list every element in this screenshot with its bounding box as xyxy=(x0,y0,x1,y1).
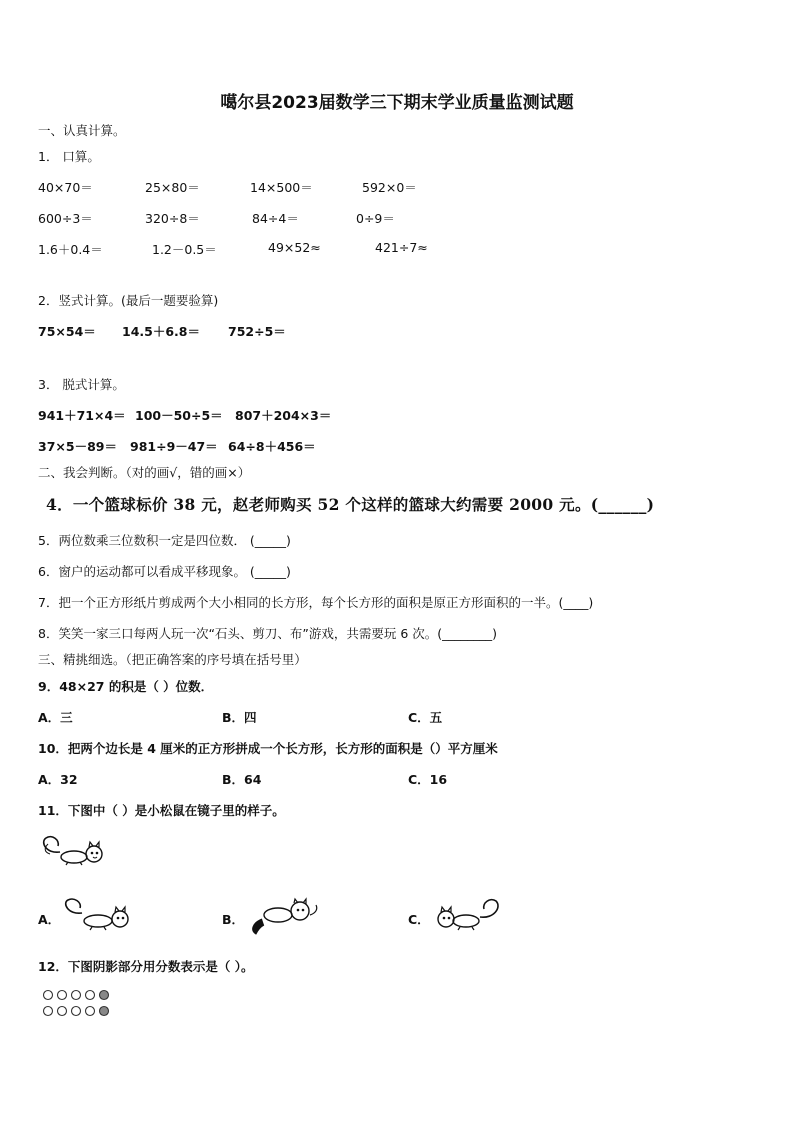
section-heading-3: 三、精挑细选。（把正确答案的序号填在括号里） xyxy=(38,652,307,667)
squirrel-reference-figure xyxy=(38,832,112,870)
squirrel-option-c-figure[interactable] xyxy=(432,895,506,935)
step-calc-item: 981÷9－47＝ xyxy=(130,439,218,454)
vertical-calc-item: 75×54＝ xyxy=(38,324,96,339)
step-calc-item: 941＋71×4＝ xyxy=(38,408,126,423)
option-a: A．32 xyxy=(38,772,78,787)
squirrel-option-a-figure[interactable] xyxy=(60,897,134,935)
option-b: B．64 xyxy=(222,772,262,787)
question-5: 5．两位数乘三位数积一定是四位数． (_____) xyxy=(38,533,291,548)
question-4: 4．一个篮球标价 38 元，赵老师购买 52 个这样的篮球大约需要 2000 元。(______) xyxy=(46,495,655,514)
oral-calc-item: 421÷7≈ xyxy=(375,240,428,255)
question-12: 12．下图阴影部分用分数表示是（ ）。 xyxy=(38,959,254,974)
oral-calc-item: 592×0＝ xyxy=(362,180,417,195)
option-b: B．四 xyxy=(222,710,257,725)
page-title: 噶尔县2023届数学三下期末学业质量监测试题 xyxy=(220,93,574,113)
question-9: 9．48×27 的积是（ ）位数． xyxy=(38,679,214,694)
oral-calc-item: 1.6＋0.4＝ xyxy=(38,242,103,257)
step-calc-item: 100－50÷5＝ xyxy=(135,408,223,423)
step-calc-item: 807＋204×3＝ xyxy=(235,408,332,423)
fraction-circles-figure xyxy=(42,988,114,1020)
question-7: 7．把一个正方形纸片剪成两个大小相同的长方形，每个长方形的面积是原正方形面积的一半。(____) xyxy=(38,595,594,610)
oral-calc-item: 1.2－0.5＝ xyxy=(152,242,217,257)
vertical-calc-item: 752÷5＝ xyxy=(228,324,286,339)
question-11: 11．下图中（ ）是小松鼠在镜子里的样子。 xyxy=(38,803,285,818)
shaded-circle xyxy=(100,991,109,1000)
circle-row-top xyxy=(44,991,95,1000)
oral-calc-item: 49×52≈ xyxy=(268,240,321,255)
question-2-label: 2．竖式计算。(最后一题要验算) xyxy=(38,293,219,308)
oral-calc-item: 320÷8＝ xyxy=(145,211,200,226)
option-c: C．五 xyxy=(408,710,443,725)
question-3-label: 3． 脱式计算。 xyxy=(38,377,125,392)
shaded-circle xyxy=(100,1007,109,1016)
oral-calc-item: 84÷4＝ xyxy=(252,211,299,226)
oral-calc-item: 14×500＝ xyxy=(250,180,313,195)
question-8: 8．笑笑一家三口每两人玩一次“石头、剪刀、布”游戏，共需要玩 6 次。(________) xyxy=(38,626,498,641)
question-6: 6．窗户的运动都可以看成平移现象。 (_____) xyxy=(38,564,291,579)
option-b: B． xyxy=(222,912,245,927)
oral-calc-item: 40×70＝ xyxy=(38,180,93,195)
squirrel-option-b-figure[interactable] xyxy=(248,897,322,937)
option-a: A． xyxy=(38,912,61,927)
option-c: C．16 xyxy=(408,772,448,787)
step-calc-item: 64÷8＋456＝ xyxy=(228,439,316,454)
option-a: A．三 xyxy=(38,710,73,725)
circle-row-bottom xyxy=(44,1007,95,1016)
question-1-label: 1． 口算。 xyxy=(38,149,100,164)
step-calc-item: 37×5－89＝ xyxy=(38,439,117,454)
vertical-calc-item: 14.5＋6.8＝ xyxy=(122,324,200,339)
oral-calc-item: 0÷9＝ xyxy=(356,211,395,226)
question-10: 10．把两个边长是 4 厘米的正方形拼成一个长方形，长方形的面积是（）平方厘米 xyxy=(38,741,498,756)
option-c: C． xyxy=(408,912,430,927)
oral-calc-item: 600÷3＝ xyxy=(38,211,93,226)
section-heading-1: 一、认真计算。 xyxy=(38,123,126,138)
section-heading-2: 二、我会判断。（对的画√，错的画×） xyxy=(38,465,251,480)
oral-calc-item: 25×80＝ xyxy=(145,180,200,195)
